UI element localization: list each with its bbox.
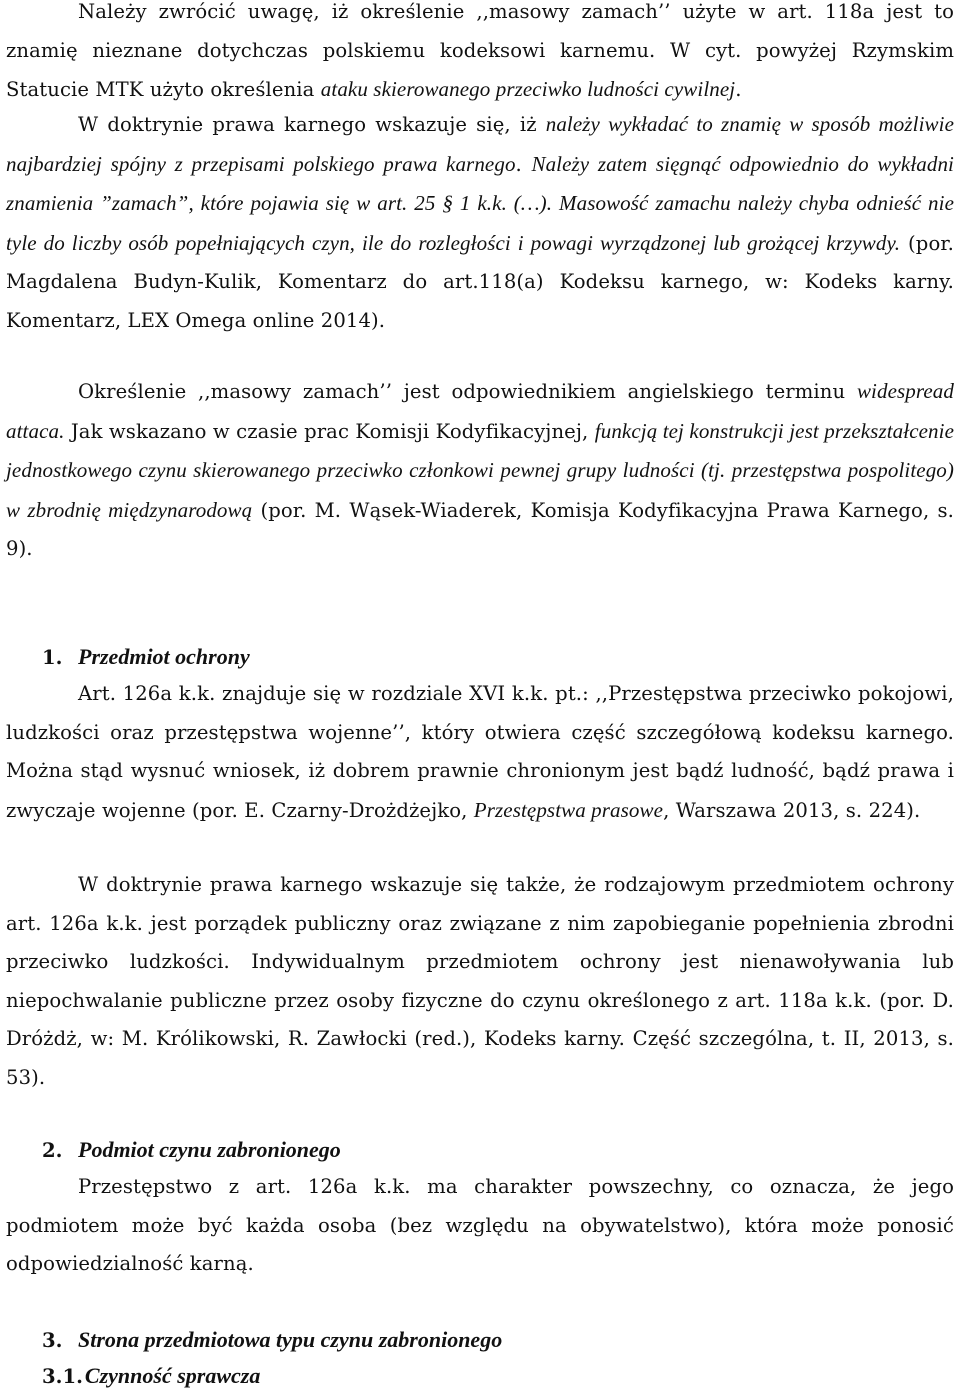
italic-term: widespread attaca. bbox=[6, 379, 954, 443]
paragraph-masowy-zamach bbox=[6, 0, 954, 110]
italic-title: Przestępstwa prasowe bbox=[473, 797, 664, 822]
section-number: 3. bbox=[42, 1329, 63, 1352]
italic-text: należy wykładać to znamię w sposób możliwie najbardziej spójny z przepisami polskiego prawa karnego bbox=[6, 112, 954, 176]
section-number: 2. bbox=[42, 1139, 63, 1162]
text: Należy zwrócić uwagę, iż określenie ,,masowy zamach’’ użyte w art. 118a jest to znamię nieznane dotychczas polskiemu kodeksowi karnemu. W cyt. powyżej Rzymskim Statucie MTK użyto określenia bbox=[6, 0, 954, 101]
section-title: Czynność sprawcza bbox=[84, 1363, 261, 1388]
subsection-heading-3-1 bbox=[6, 1357, 260, 1396]
citation: (por. M. Wąsek-Wiaderek, Komisja Kodyfikacyjna Prawa Karnego, s. 9). bbox=[6, 498, 954, 560]
text: Art. 126a k.k. znajduje się w rozdziale XVI k.k. pt.: ,,Przestępstwa przeciwko pokojowi, ludzkości oraz przestępstwa wojenne’’, który otwiera część szczegółową kodeksu karnego. Można stąd wysnuć wniosek, iż dobrem prawnie chronionym jest bądź ludność, bądź prawa i zwyczaje wojenne (por. E. Czarny-Drożdżejko, bbox=[6, 682, 954, 822]
paragraph-okreslenie bbox=[6, 372, 954, 569]
section-title: Przedmiot ochrony bbox=[78, 644, 250, 669]
section-number: 3.1. bbox=[42, 1365, 83, 1388]
text: . bbox=[515, 152, 532, 176]
section-heading-2 bbox=[6, 1131, 341, 1170]
section-title: Podmiot czynu zabronionego bbox=[78, 1137, 341, 1162]
paragraph-doktryna bbox=[6, 105, 954, 340]
italic-quote: funkcją tej konstrukcji jest przekształcenie jednostkowego czynu skierowanego przeciwko członkowi pewnej grupy ludności (tj. przestępstwa pospolitego) w zbrodnię międzynarodową bbox=[6, 418, 954, 522]
text: Jak wskazano w czasie prac Komisji Kodyfikacyjnej, bbox=[64, 419, 595, 443]
paragraph-przedmiot bbox=[6, 675, 954, 830]
section-title: Strona przedmiotowa typu czynu zabronionego bbox=[78, 1327, 503, 1352]
text: . bbox=[735, 78, 742, 101]
section-heading-3 bbox=[6, 1321, 502, 1360]
paragraph-podmiot: Przestępstwo z art. 126a k.k. ma charakter powszechny, co oznacza, że jego podmiotem może być każda osoba (bez względu na obywatelstwo), która może ponosić odpowiedzialność karną. bbox=[6, 1175, 954, 1275]
text: , Warszawa 2013, s. 224). bbox=[663, 798, 921, 822]
section-heading-1 bbox=[6, 638, 250, 677]
section-number: 1. bbox=[42, 646, 63, 669]
paragraph-rodzajowy: W doktrynie prawa karnego wskazuje się także, że rodzajowym przedmiotem ochrony art. 126a k.k. jest porządek publiczny oraz związane z nim zapobieganie popełnienia zbrodni przeciwko ludzkości. Indywidualnym przedmiotem ochrony jest nienawoływania lub niepochwalanie publiczne przez osoby fizyczne do czynu określonego z art. 118a k.k. (por. D. Dróżdż, w: M. Królikowski, R. Zawłocki (red.), Kodeks karny. Część szczególna, t. II, 2013, s. 53). bbox=[6, 873, 954, 1089]
italic-text: ataku skierowanego przeciwko ludności cywilnej bbox=[320, 77, 736, 101]
italic-quote: Należy zatem sięgnąć odpowiednio do wykładni znamienia ”zamach”, które pojawia się w art. 25 § 1 k.k. (…). Masowość zamachu należy chyba odnieść nie tyle do liczby osób popełniających czyn, ile do rozległości i powagi wyrządzonej lub grożącej krzywdy. bbox=[6, 151, 954, 255]
text: W doktrynie prawa karnego wskazuje się, iż bbox=[78, 113, 546, 136]
citation: (por. Magdalena Budyn-Kulik, Komentarz do art.118(a) Kodeksu karnego, w: Kodeks karny. Komentarz, LEX Omega online 2014). bbox=[6, 231, 954, 332]
text: Określenie ,,masowy zamach’’ jest odpowiednikiem angielskiego terminu bbox=[78, 380, 857, 403]
